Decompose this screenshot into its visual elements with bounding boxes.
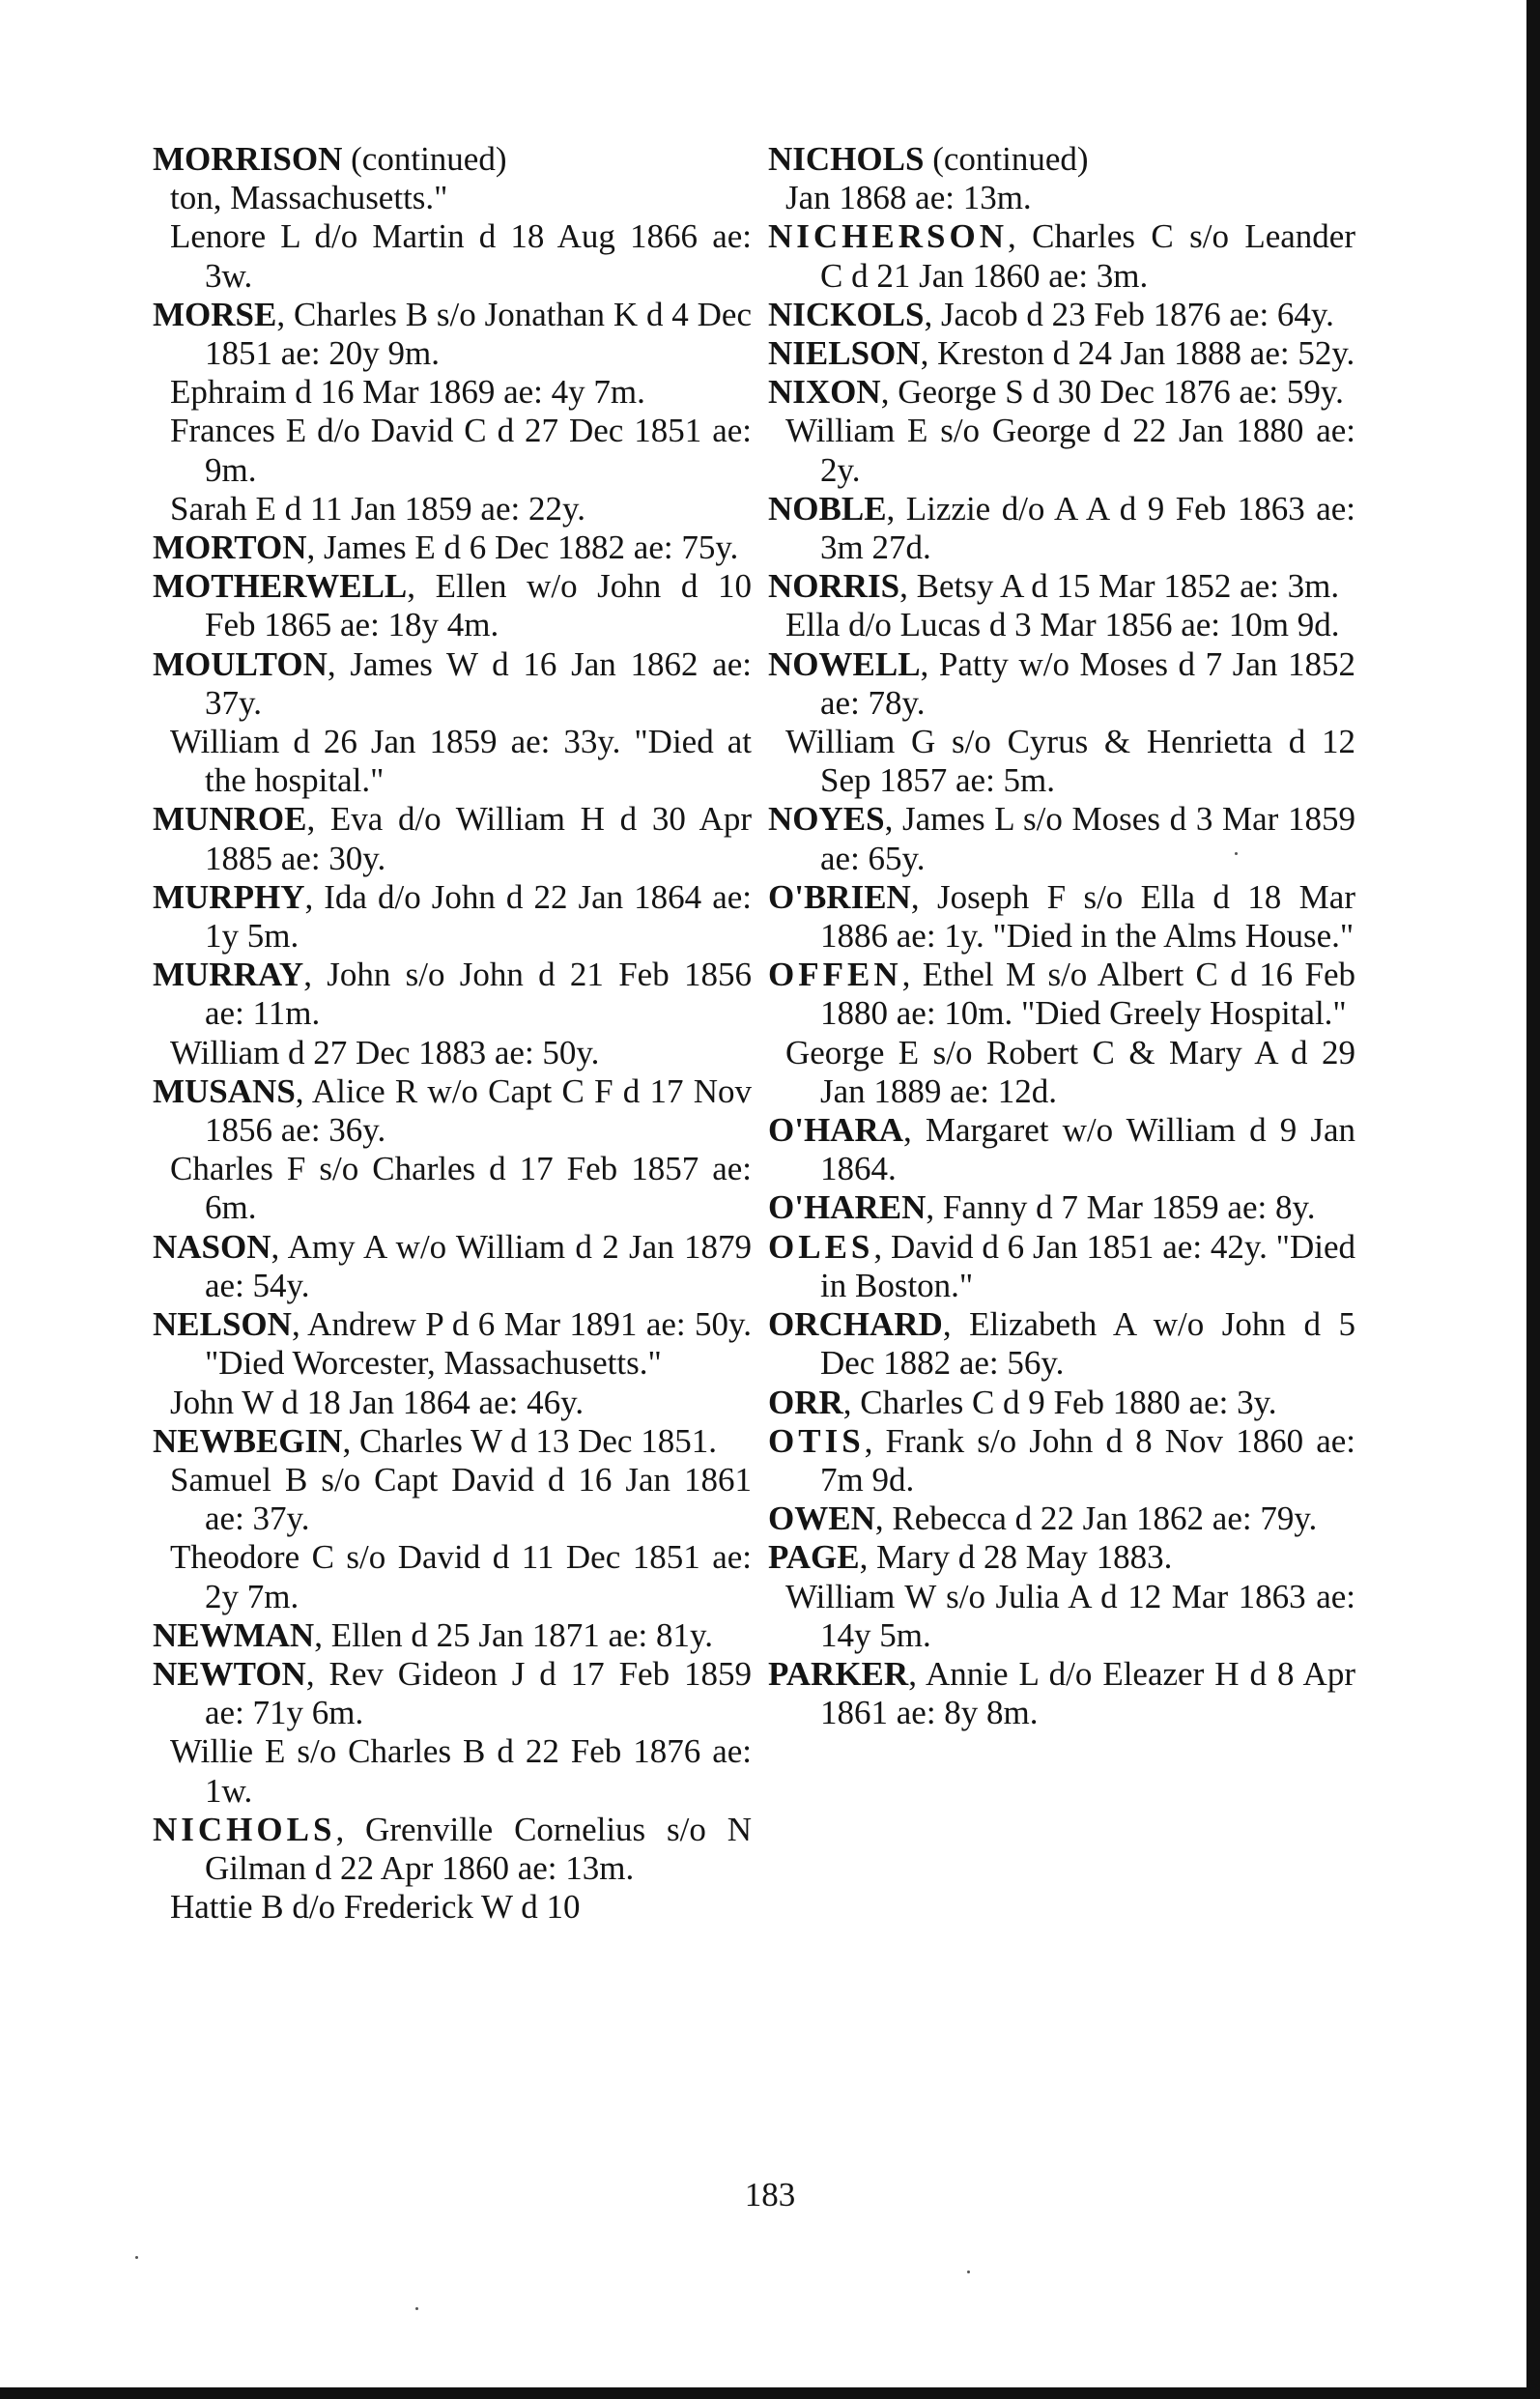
entry-text: William d 26 Jan 1859 ae: 33y. "Died at the hospital.": [170, 723, 752, 800]
register-entry: [153, 567, 752, 644]
register-entry: [768, 1578, 1355, 1655]
entry-text: Jan 1868 ae: 13m.: [785, 179, 1032, 217]
entry-text: , Frank s/o John d 8 Nov 1860 ae: 7m 9d.: [820, 1421, 1355, 1499]
entry-text: William d 27 Dec 1883 ae: 50y.: [170, 1033, 600, 1071]
register-entry: [153, 1461, 752, 1538]
entry-surname: MOULTON: [153, 644, 328, 683]
entry-surname: OFFEN: [768, 956, 902, 994]
entry-surname: NICHOLS: [768, 140, 925, 178]
register-entry: [768, 373, 1355, 412]
scan-speck: [967, 2270, 970, 2273]
entry-surname: NOWELL: [768, 644, 921, 683]
entry-text: , Charles C d 9 Feb 1880 ae: 3y.: [842, 1383, 1277, 1421]
register-entry: [768, 1422, 1355, 1499]
register-entry: [153, 645, 752, 723]
register-entry: [768, 140, 1355, 179]
entry-surname: ORCHARD: [768, 1305, 943, 1344]
register-entry: [153, 1732, 752, 1810]
entry-text: , James W d 16 Jan 1862 ae: 37y.: [205, 644, 752, 722]
entry-text: , David d 6 Jan 1851 ae: 42y. "Died in Boston.": [820, 1227, 1355, 1304]
entry-surname: PAGE: [768, 1538, 860, 1577]
entry-surname: NIELSON: [768, 334, 921, 373]
scan-speck: [135, 2256, 138, 2259]
entry-surname: NEWBEGIN: [153, 1421, 343, 1460]
entry-text: , Betsy A d 15 Mar 1852 ae: 3m.: [899, 567, 1340, 606]
entry-text: , Elizabeth A w/o John d 5 Dec 1882 ae: 56y.: [820, 1305, 1355, 1383]
register-entry: [153, 528, 752, 567]
register-entry: [768, 1384, 1355, 1422]
entry-surname: MUSANS: [153, 1071, 296, 1110]
entry-text: , Rev Gideon J d 17 Feb 1859 ae: 71y 6m.: [205, 1654, 752, 1732]
entry-text: , Alice R w/o Capt C F d 17 Nov 1856 ae: 36y.: [205, 1071, 752, 1150]
entry-text: Samuel B s/o Capt David d 16 Jan 1861 ae: 37y.: [170, 1460, 752, 1538]
register-entry: [768, 723, 1355, 800]
entry-surname: O'HAREN: [768, 1188, 927, 1227]
entry-surname: NEWTON: [153, 1654, 306, 1693]
register-entry: [153, 1538, 752, 1615]
entry-surname: MURRAY: [153, 956, 304, 994]
entry-text: , Ida d/o John d 22 Jan 1864 ae: 1y 5m.: [205, 877, 752, 956]
register-entry: [153, 723, 752, 800]
register-entry: [768, 296, 1355, 334]
entry-text: Ella d/o Lucas d 3 Mar 1856 ae: 10m 9d.: [785, 606, 1340, 644]
register-entry: [768, 217, 1355, 295]
register-entry: [768, 1034, 1355, 1111]
register-entry: [153, 1655, 752, 1732]
entry-surname: MORSE: [153, 295, 277, 333]
entry-text: , Patty w/o Moses d 7 Jan 1852 ae: 78y.: [820, 644, 1355, 722]
entry-text: , James L s/o Moses d 3 Mar 1859 ae: 65y.: [820, 800, 1355, 877]
register-entry: [153, 140, 752, 179]
register-entry: [768, 800, 1355, 877]
entry-text: Hattie B d/o Frederick W d 10: [170, 1888, 581, 1927]
register-entry: [768, 179, 1355, 217]
entry-text: John W d 18 Jan 1864 ae: 46y.: [170, 1383, 585, 1421]
entry-text: Theodore C s/o David d 11 Dec 1851 ae: 2y 7m.: [170, 1538, 752, 1615]
entry-surname: O'HARA: [768, 1111, 903, 1150]
left-column: [153, 140, 752, 1927]
entry-text: Ephraim d 16 Mar 1869 ae: 4y 7m.: [170, 373, 645, 412]
page-number: 183: [744, 2176, 796, 2213]
entry-text: , Mary d 28 May 1883.: [859, 1538, 1173, 1577]
entry-surname: NELSON: [153, 1305, 292, 1344]
register-entry: [768, 1111, 1355, 1188]
entry-text: , Rebecca d 22 Jan 1862 ae: 79y.: [874, 1499, 1318, 1538]
register-entry: [153, 1150, 752, 1227]
register-entry: [153, 1888, 752, 1927]
entry-text: William E s/o George d 22 Jan 1880 ae: 2y.: [785, 412, 1355, 489]
entry-text: , James E d 6 Dec 1882 ae: 75y.: [306, 528, 739, 567]
entry-surname: MORTON: [153, 528, 307, 567]
entry-surname: NEWMAN: [153, 1615, 315, 1654]
scan-speck: [1235, 852, 1238, 855]
register-entry: [153, 1616, 752, 1655]
entry-surname: OWEN: [768, 1499, 875, 1538]
entry-surname: NICHOLS: [153, 1810, 336, 1848]
entry-text: William G s/o Cyrus & Henrietta d 12 Sep 1857 ae: 5m.: [785, 723, 1355, 800]
register-entry: [153, 490, 752, 528]
entry-surname: PARKER: [768, 1654, 909, 1693]
register-entry: [768, 878, 1355, 956]
scan-speck: [415, 2307, 418, 2310]
register-entry: [768, 334, 1355, 373]
entry-text: , Margaret w/o William d 9 Jan 1864.: [820, 1111, 1355, 1188]
register-entry: [768, 606, 1355, 644]
entry-text: , Eva d/o William H d 30 Apr 1885 ae: 30y.: [205, 800, 752, 877]
entry-surname: MURPHY: [153, 877, 305, 916]
entry-surname: MOTHERWELL: [153, 567, 408, 606]
entry-text: , Grenville Cornelius s/o N Gilman d 22 Apr 1860 ae: 13m.: [205, 1810, 752, 1887]
register-entry: [153, 179, 752, 217]
register-entry: [153, 217, 752, 295]
register-entry: [153, 1305, 752, 1383]
entry-text: , Jacob d 23 Feb 1876 ae: 64y.: [924, 295, 1334, 333]
entry-text: , Ethel M s/o Albert C d 16 Feb 1880 ae: 10m. "Died Greely Hospital.": [820, 956, 1355, 1033]
entry-surname: MORRISON: [153, 140, 343, 178]
entry-surname: NICHERSON: [768, 217, 1008, 256]
entry-surname: ORR: [768, 1383, 843, 1421]
entry-text: , Charles B s/o Jonathan K d 4 Dec 1851 ae: 20y 9m.: [205, 295, 752, 373]
register-entry: [153, 1422, 752, 1461]
entry-text: Willie E s/o Charles B d 22 Feb 1876 ae: 1w.: [170, 1732, 752, 1810]
entry-text: , Kreston d 24 Jan 1888 ae: 52y.: [920, 334, 1355, 373]
entry-text: , George S d 30 Dec 1876 ae: 59y.: [880, 373, 1344, 412]
register-entry: [768, 1538, 1355, 1577]
register-entry: [153, 373, 752, 412]
entry-surname: NIXON: [768, 373, 881, 412]
entry-surname: OLES: [768, 1227, 874, 1266]
register-entry: [768, 1228, 1355, 1305]
entry-text: , John s/o John d 21 Feb 1856 ae: 11m.: [205, 956, 752, 1033]
register-entry: [153, 1811, 752, 1888]
register-entry: [768, 645, 1355, 723]
entry-surname: O'BRIEN: [768, 877, 911, 916]
entry-surname: MUNROE: [153, 800, 307, 839]
register-entry: [153, 296, 752, 373]
register-entry: [768, 1655, 1355, 1732]
entry-text: (continued): [342, 140, 507, 178]
entry-surname: NOYES: [768, 800, 885, 839]
entry-text: , Annie L d/o Eleazer H d 8 Apr 1861 ae: 8y 8m.: [820, 1654, 1355, 1732]
register-entry: [153, 412, 752, 489]
entry-text: , Ellen d 25 Jan 1871 ae: 81y.: [314, 1615, 714, 1654]
entry-text: , Joseph F s/o Ella d 18 Mar 1886 ae: 1y. "Died in the Alms House.": [820, 877, 1355, 956]
entry-text: (continued): [924, 140, 1089, 178]
entry-text: , Charles W d 13 Dec 1851.: [342, 1421, 717, 1460]
entry-text: , Fanny d 7 Mar 1859 ae: 8y.: [926, 1188, 1316, 1227]
register-entry: [153, 1072, 752, 1150]
register-entry: [768, 412, 1355, 489]
register-entry: [153, 878, 752, 956]
right-column: [768, 140, 1355, 1732]
register-entry: [768, 490, 1355, 567]
register-entry: [153, 956, 752, 1033]
register-entry: [768, 956, 1355, 1033]
entry-text: Sarah E d 11 Jan 1859 ae: 22y.: [170, 489, 585, 528]
entry-text: George E s/o Robert C & Mary A d 29 Jan 1889 ae: 12d.: [785, 1033, 1355, 1110]
entry-text: , Charles C s/o Leander C d 21 Jan 1860 ae: 3m.: [820, 217, 1355, 295]
register-entry: [153, 1384, 752, 1422]
register-entry: [768, 1499, 1355, 1538]
entry-surname: NORRIS: [768, 567, 900, 606]
entry-text: , Ellen w/o John d 10 Feb 1865 ae: 18y 4m.: [205, 567, 752, 644]
entry-text: Charles F s/o Charles d 17 Feb 1857 ae: 6m.: [170, 1150, 752, 1227]
entry-text: , Andrew P d 6 Mar 1891 ae: 50y. "Died Worcester, Massachusetts.": [205, 1305, 752, 1383]
register-entry: [768, 1305, 1355, 1383]
entry-text: , Lizzie d/o A A d 9 Feb 1863 ae: 3m 27d.: [820, 489, 1355, 567]
entry-text: Lenore L d/o Martin d 18 Aug 1866 ae: 3w.: [170, 217, 752, 295]
register-entry: [768, 1188, 1355, 1227]
register-entry: [153, 800, 752, 877]
register-entry: [153, 1034, 752, 1072]
entry-surname: NICKOLS: [768, 295, 925, 333]
entry-text: William W s/o Julia A d 12 Mar 1863 ae: 14y 5m.: [785, 1577, 1355, 1654]
entry-text: Frances E d/o David C d 27 Dec 1851 ae: 9m.: [170, 412, 752, 489]
register-entry: [768, 567, 1355, 606]
entry-surname: NOBLE: [768, 489, 887, 528]
scan-border-bottom: [0, 2387, 1540, 2399]
register-entry: [153, 1228, 752, 1305]
entry-text: ton, Massachusetts.": [170, 179, 448, 217]
entry-text: , Amy A w/o William d 2 Jan 1879 ae: 54y.: [205, 1227, 752, 1304]
entry-surname: OTIS: [768, 1421, 865, 1460]
entry-surname: NASON: [153, 1227, 271, 1266]
scan-border-right: [1526, 0, 1540, 2399]
